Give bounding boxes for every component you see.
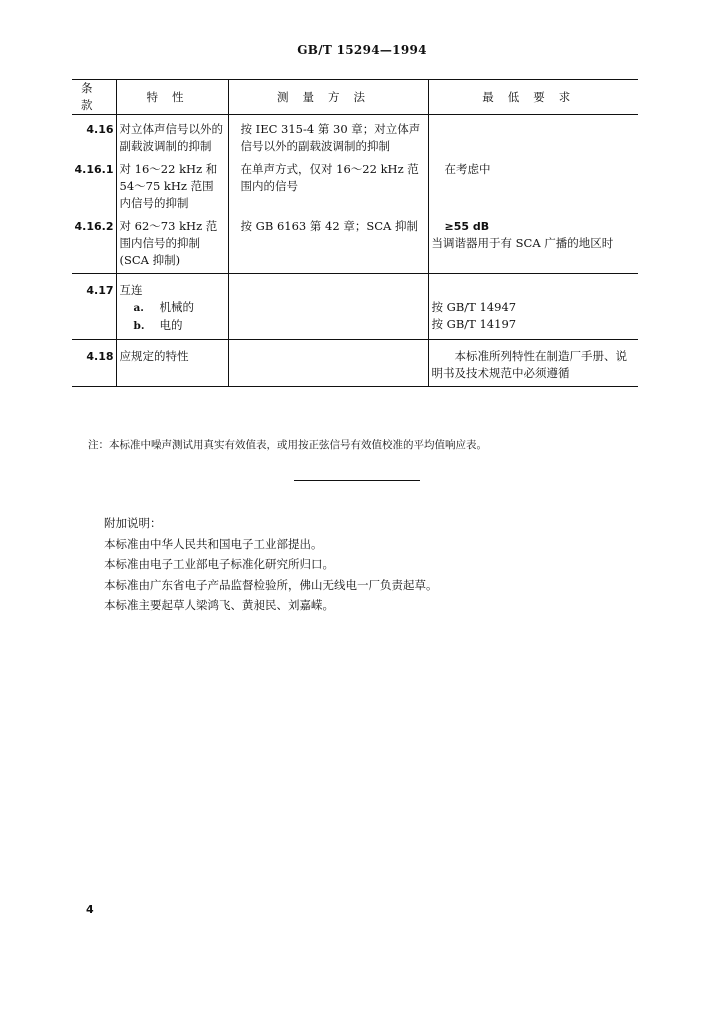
addendum-title: 附加说明： — [104, 516, 162, 530]
requirement-mechanical: 按 GB/T 14947 — [431, 300, 517, 314]
requirement-cell — [428, 216, 638, 274]
method-cell — [228, 274, 428, 340]
addendum-line: 本标准主要起草人梁鸿飞、黄昶民、刘嘉嵘。 — [104, 598, 334, 612]
table-row — [72, 340, 638, 387]
requirement-cell: 本标准所列特性在制造厂手册、说明书及技术规范中必须遵循 — [428, 340, 638, 387]
section-divider — [294, 480, 420, 481]
method-cell — [228, 340, 428, 387]
requirement-condition: 当调谐器用于有 SCA 广播的地区时 — [431, 236, 614, 250]
characteristics-table — [72, 79, 638, 387]
characteristic-cell: 应规定的特性 — [116, 340, 228, 387]
requirement-cell — [428, 115, 638, 160]
table-row — [72, 159, 638, 216]
method-cell: 按 GB 6163 第 42 章；SCA 抑制 — [228, 216, 428, 274]
clause-number: 4.18 — [72, 340, 116, 387]
header-method: 测量方法 — [228, 80, 428, 115]
addendum — [104, 513, 438, 616]
method-cell: 按 IEC 315-4 第 30 章；对立体声信号以外的副载波调制的抑制 — [228, 115, 428, 160]
clause-number: 4.16 — [86, 123, 114, 136]
table-row — [72, 115, 638, 160]
requirement-cell: 在考虑中 — [428, 159, 638, 216]
addendum-line: 本标准由广东省电子产品监督检验所，佛山无线电一厂负责起草。 — [104, 577, 438, 592]
header-clause: 条款 — [72, 80, 116, 115]
addendum-line: 本标准由中华人民共和国电子工业部提出。 — [104, 536, 323, 551]
characteristic-cell: 对 62～73 kHz 范围内信号的抑制(SCA 抑制) — [116, 216, 228, 274]
characteristic-cell: 对 16～22 kHz 和 54～75 kHz 范围内信号的抑制 — [116, 159, 228, 216]
sub-item-label: a. — [133, 302, 144, 314]
characteristic-cell — [116, 274, 228, 340]
sub-item-mechanical — [120, 299, 225, 317]
table-row — [72, 216, 638, 274]
requirement-cell — [428, 274, 638, 340]
header-characteristic: 特性 — [116, 80, 228, 115]
table-note: 注：本标准中噪声测试用真实有效值表，或用按正弦信号有效值校准的平均值响应表。 — [88, 439, 487, 451]
characteristic-title: 互连 — [119, 283, 143, 297]
characteristic-cell: 对立体声信号以外的副载波调制的抑制 — [116, 115, 228, 160]
sub-item-text: 机械的 — [159, 300, 194, 314]
requirement-value: ≥55 dB — [444, 220, 490, 233]
table-row — [72, 274, 638, 340]
requirement-electrical: 按 GB/T 14197 — [431, 317, 517, 331]
addendum-line: 本标准由电子工业部电子标准化研究所归口。 — [104, 557, 334, 571]
header-requirement: 最低要求 — [428, 80, 638, 115]
sub-item-electrical — [120, 317, 225, 335]
document-header: GB/T 15294—1994 — [297, 43, 427, 57]
sub-item-label: b. — [133, 320, 145, 332]
clause-number: 4.17 — [72, 274, 116, 340]
method-cell: 在单声方式，仅对 16～22 kHz 范围内的信号 — [228, 159, 428, 216]
sub-item-text: 电的 — [159, 318, 183, 332]
clause-number: 4.16.2 — [72, 216, 116, 274]
table-header-row — [72, 80, 638, 115]
clause-number: 4.16.1 — [74, 163, 114, 176]
page-number: 4 — [86, 903, 94, 916]
